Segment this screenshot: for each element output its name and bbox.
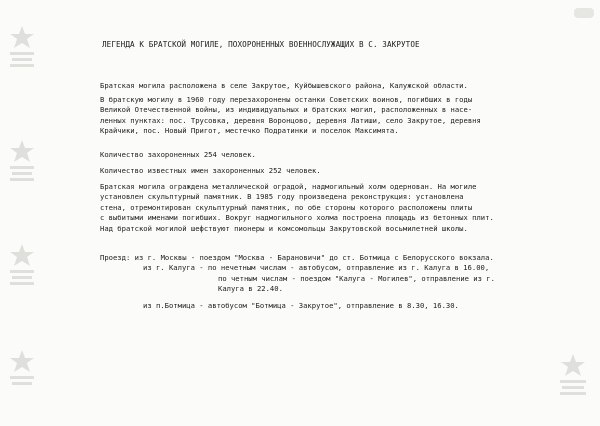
scan-smudge <box>574 8 594 18</box>
watermark-stamp-2 <box>7 138 37 198</box>
text-line: Количество известных имен захороненных 252 человек. <box>100 166 321 175</box>
route-line: Проезд: из г. Москвы - поездом "Москва - Барановичи" до ст. Ботмица с Белорусского вокзала. <box>100 253 494 262</box>
route-line: Калуга в 22.40. <box>218 284 283 294</box>
text-line: Над братской могилой шефствуют пионеры и комсомольцы Закрутовской восьмилетней школы. <box>100 223 468 233</box>
text-line: В братскую могилу в 1960 году перезахоронены останки Советских воинов, погибших в годы <box>100 95 473 104</box>
paragraph-reburial <box>100 95 570 137</box>
text-line: Братская могила расположена в селе Закрутое, Куйбышевского района, Калужской области. <box>100 81 468 90</box>
text-line: с выбитыми именами погибших. Вокруг надмогильного холма построена площадь из бетонных плит. <box>100 213 494 223</box>
text-line: Крайчики, пос. Новый Пригот, местечко Подратинки и поселок Максимята. <box>100 126 399 136</box>
route-line: из г. Калуга - по нечетным числам - автобусом, отправление из г. Калуга в 16.00, <box>143 263 490 273</box>
text-line: Братская могила ограждена металлической оградой, надмогильный холм одернован. На могиле <box>100 182 477 191</box>
paragraph-location <box>100 81 570 91</box>
paragraph-buried-count <box>100 150 570 160</box>
paragraph-known-names-count <box>100 166 570 176</box>
watermark-stamp-4 <box>7 348 37 408</box>
route-line: из п.Ботмица - автобусом "Ботмица - Закрутое", отправление в 8.30, 16.30. <box>143 300 459 310</box>
watermark-stamp-1 <box>7 24 37 84</box>
watermark-stamp-3 <box>7 242 37 302</box>
text-line: Великой Отечественной войны, из индивидуальных и братских могил, расположенных в насе- <box>100 105 473 115</box>
paragraph-memorial-description <box>100 182 570 234</box>
route-line: по четным числам - поездом "Калуга - Могилев", отправление из г. <box>218 273 495 283</box>
watermark-stamp-5 <box>556 352 590 412</box>
document-title: ЛЕГЕНДА К БРАТСКОЙ МОГИЛЕ, ПОХОРОНЕННЫХ ВОЕННОСЛУЖАЩИХ В С. ЗАКРУТОЕ <box>102 40 420 49</box>
travel-directions <box>100 253 580 311</box>
text-line: Количество захороненных 254 человек. <box>100 150 256 159</box>
text-line: установлен скульптурный памятник. В 1985 году произведена реконструкция: установлена <box>100 192 464 202</box>
text-line: стена, отремонтирован скульптурный памятник, по обе стороны которого расположены плиты <box>100 202 473 212</box>
text-line: ленных пунктах: пос. Трусовка, деревня Воронцово, деревня Латиши, село Закрутое, деревня <box>100 115 481 125</box>
